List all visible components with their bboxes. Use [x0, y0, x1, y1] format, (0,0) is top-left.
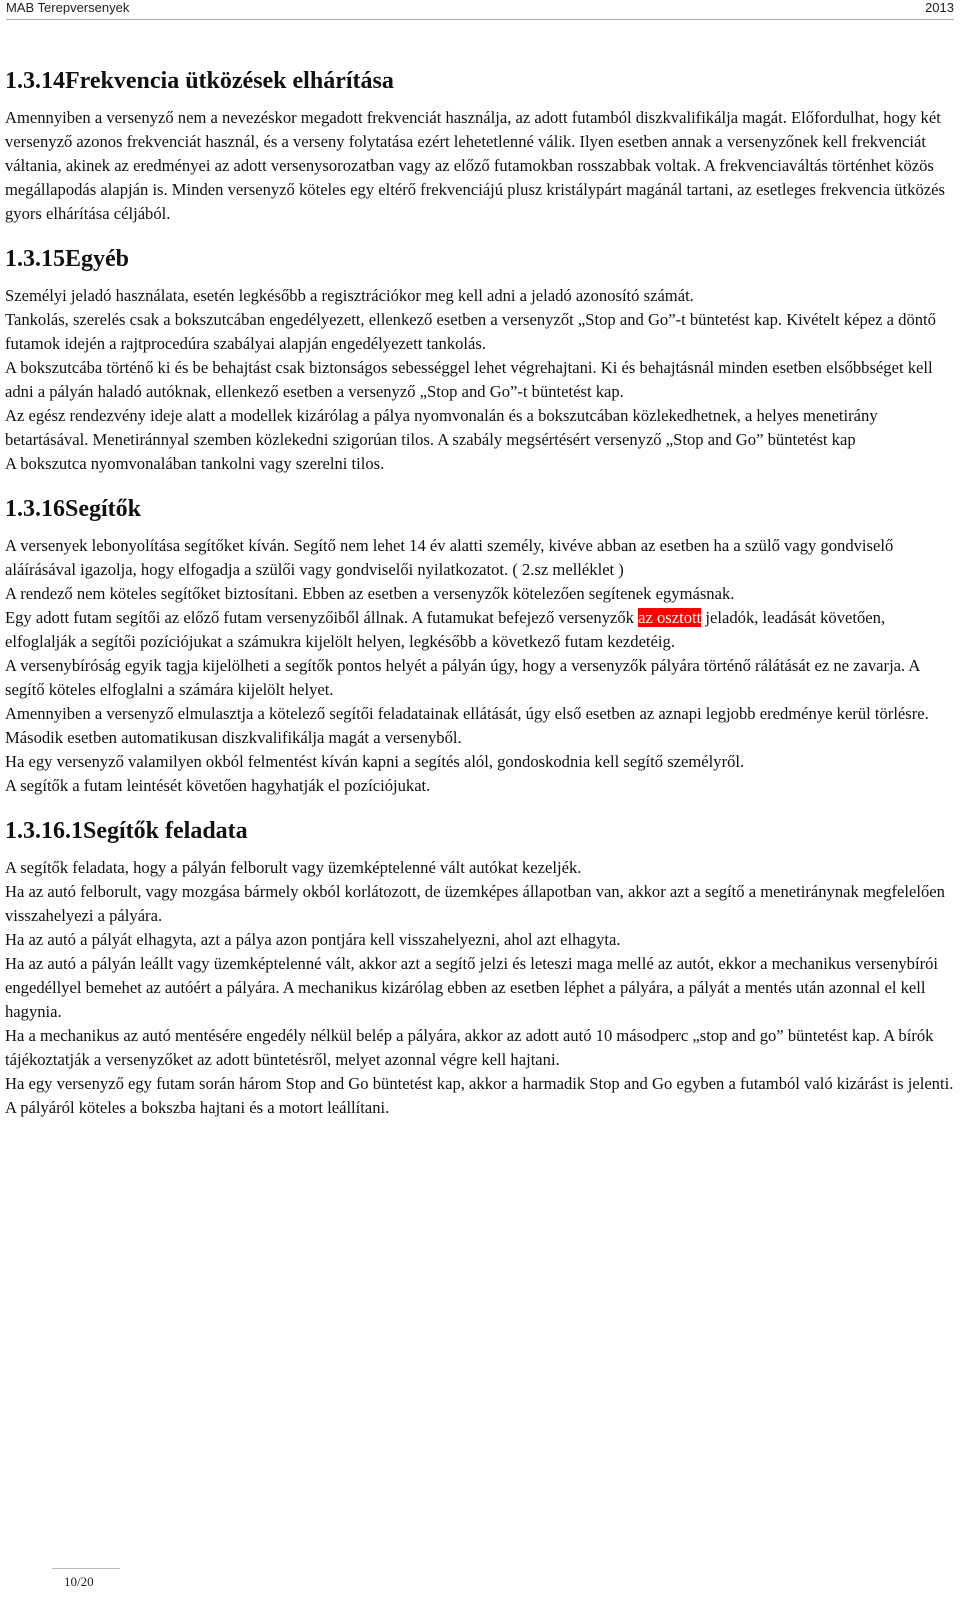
paragraph: Amennyiben a versenyző nem a nevezéskor megadott frekvenciát használja, az adott futamból diszkvalifikálja magát. Előfordulhat, hogy két versenyző azonos frekvenciát használ, és a verseny folytatása ezért lehetetlenné válik. Ilyen esetben annak a versenyzőnek kell frekvenciát váltania, akinek az eredményei az adott versenysorozatban vagy az előző futamokban rosszabbak voltak. A frekvenciaváltás történhet közös megállapodás alapján is. Minden versenyző köteles egy eltérő frekvenciájú plusz kristálypárt magánál tartani, az esetleges frekvencia ütközés gyors elhárítása céljából. — [5, 108, 945, 223]
section-heading-helpers: 1.3.16Segítők — [5, 496, 142, 522]
paragraph: A segítők a futam leintését követően hagyhatják el pozíciójukat. — [5, 776, 431, 795]
paragraph: Tankolás, szerelés csak a bokszutcában engedélyezett, ellenkező esetben a versenyzőt „Stop and Go”-t büntetést kap. Kivételt képez a döntő futamok idején a rajtprocedúra szabályai alapján engedélyezett tankolás. — [5, 310, 936, 353]
paragraph: A rendező nem köteles segítőket biztosítani. Ebben az esetben a versenyzők kötelezően segítenek egymásnak. — [5, 584, 735, 603]
page-number: 10/20 — [64, 1574, 94, 1589]
paragraph: A versenybíróság egyik tagja kijelölheti a segítők pontos helyét a pályán úgy, hogy a versenyzők pályára történő rálátását ez ne zavarja. A segítő köteles elfoglalni a számára kijelölt helyet. — [5, 656, 920, 699]
footer-divider — [52, 1568, 120, 1569]
section-spacer — [5, 798, 955, 816]
paragraph: Ha az autó a pályán leállt vagy üzemképtelenné vált, akkor azt a segítő jelzi és leteszi maga mellé az autót, ekkor a mechanikus versenybírói engedéllyel bemehet az autóért a pályára. A mechanikus kizárólag ebben az esetben léphet a pályára, a pályát a mentés után azonnal el kell hagynia. — [5, 954, 939, 1021]
header-title: MAB Terepversenyek — [6, 0, 130, 15]
section-heading-helper-duties: 1.3.16.1Segítők feladata — [5, 818, 248, 844]
section-heading-other: 1.3.15Egyéb — [5, 246, 130, 272]
paragraph: Személyi jeladó használata, esetén legkésőbb a regisztrációkor meg kell adni a jeladó azonosító számát. — [5, 286, 694, 305]
paragraph: A bokszutca nyomvonalában tankolni vagy szerelni tilos. — [5, 454, 385, 473]
section-spacer — [5, 476, 955, 494]
header-divider — [6, 19, 954, 20]
section-spacer — [5, 226, 955, 244]
paragraph: Amennyiben a versenyző elmulasztja a kötelező segítői feladatainak ellátását, úgy első esetben az aznapi legjobb eredménye kerül törlésre. Második esetben automatikusan diszkvalifikálja magát a versenyből. — [5, 704, 929, 747]
paragraph: A segítők feladata, hogy a pályán felborult vagy üzemképtelenné vált autókat kezeljék. — [5, 858, 582, 877]
header-year: 2013 — [925, 0, 954, 15]
document-body — [5, 66, 955, 1120]
paragraph: Ha a mechanikus az autó mentésére engedély nélkül belép a pályára, akkor az adott autó 10 másodperc „stop and go” büntetést kap. A bírók tájékoztatják a versenyzőket az adott büntetésről, melyet azonnal végre kell hajtani. — [5, 1026, 934, 1069]
text-run: Egy adott futam segítői az előző futam versenyzőiből állnak. A futamukat befejező versenyzők — [5, 608, 639, 627]
paragraph: Ha egy versenyző egy futam során három Stop and Go büntetést kap, akkor a harmadik Stop and Go egyben a futamból való kizárást is jelenti. A pályáról köteles a bokszba hajtani és a motort leállítani. — [5, 1074, 954, 1117]
paragraph: Ha az autó felborult, vagy mozgása bármely okból korlátozott, de üzemképes állapotban van, akkor azt a segítő a menetiránynak megfelelően visszahelyezi a pályára. — [5, 882, 945, 925]
paragraph: A versenyek lebonyolítása segítőket kíván. Segítő nem lehet 14 év alatti személy, kivéve abban az esetben ha a szülő vagy gondviselő aláírásával igazolja, hogy elfogadja a szülői vagy gondviselői nyilatkozatot. ( 2.sz melléklet ) — [5, 536, 894, 579]
paragraph: Az egész rendezvény ideje alatt a modellek kizárólag a pálya nyomvonalán és a bokszutcában közlekedhetnek, a helyes menetirány betartásával. Menetiránnyal szemben közlekedni szigorúan tilos. A szabály megsértésért versenyző „Stop and Go” büntetést kap — [5, 406, 878, 449]
paragraph: A bokszutcába történő ki és be behajtást csak biztonságos sebességgel lehet végrehajtani. Ki és behajtásnál minden esetben elsőbbséget kell adni a pályán haladó autóknak, ellenkező esetben a versenyző „Stop and Go”-t büntetést kap. — [5, 358, 933, 401]
text-run: jeladók, leadását követően, elfoglalják a segítői pozíciójukat a számukra kijelölt helyen, legkésőbb a következő futam kezdetéig. — [5, 608, 886, 651]
paragraph-with-highlight — [5, 606, 955, 654]
paragraph: Ha egy versenyző valamilyen okból felmentést kíván kapni a segítés alól, gondoskodnia kell segítő személyről. — [5, 752, 745, 771]
paragraph: Ha az autó a pályát elhagyta, azt a pálya azon pontjára kell visszahelyezni, ahol azt elhagyta. — [5, 930, 621, 949]
page-header — [6, 0, 954, 20]
highlighted-text: az osztott — [638, 608, 702, 627]
section-heading-frequency: 1.3.14Frekvencia ütközések elhárítása — [5, 68, 394, 94]
